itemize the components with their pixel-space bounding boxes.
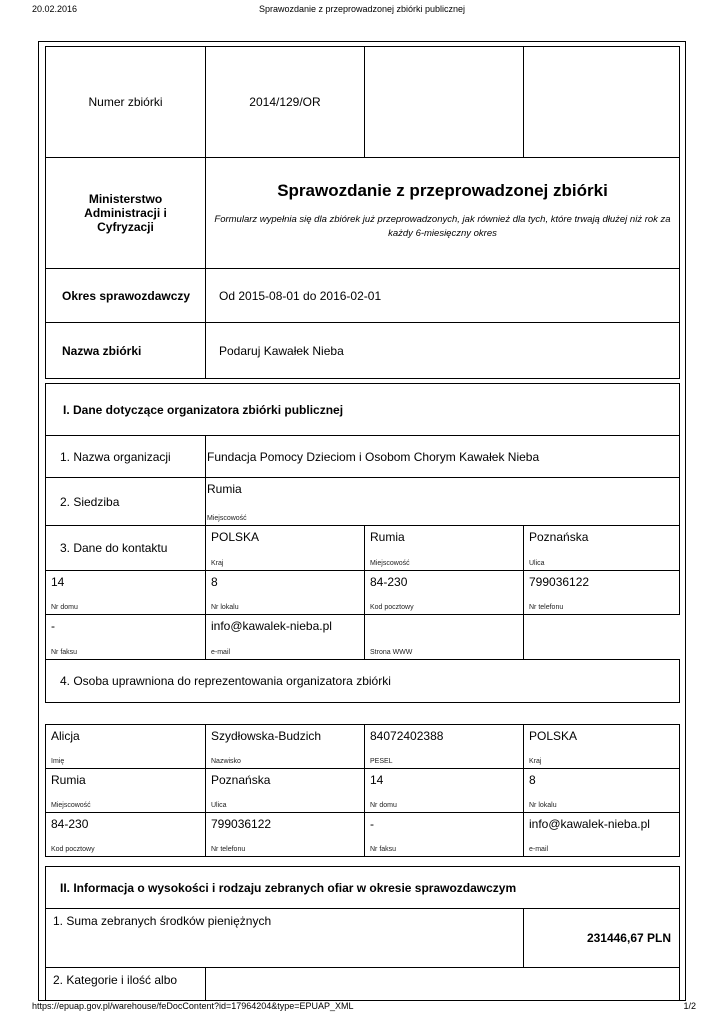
nr-domu-sub: Nr domu bbox=[51, 604, 78, 611]
nr-lokalu-cell bbox=[205, 570, 365, 615]
osoba-kraj-sub: Kraj bbox=[529, 758, 542, 765]
suma-value: 231446,67 PLN bbox=[586, 931, 671, 945]
osoba-kod-cell bbox=[45, 812, 206, 857]
pesel-value: 84072402388 bbox=[370, 729, 444, 743]
telefon-cell bbox=[523, 570, 680, 615]
miejscowosc-sub: Miejscowość bbox=[370, 560, 410, 567]
miejscowosc-cell bbox=[364, 525, 524, 571]
siedziba-cell bbox=[205, 477, 680, 526]
kod-sub: Kod pocztowy bbox=[370, 604, 414, 611]
osoba-faks-cell bbox=[364, 812, 524, 857]
ulica-cell bbox=[523, 525, 680, 571]
nr-lokalu-value: 8 bbox=[211, 575, 218, 589]
kraj-sub: Kraj bbox=[211, 560, 224, 567]
faks-sub: Nr faksu bbox=[51, 649, 78, 656]
section2-heading: II. Informacja o wysokości i rodzaju zebranych ofiar w okresie sprawozdawczym bbox=[45, 866, 680, 909]
ministry-name: Ministerstwo Administracji i Cyfryzacji bbox=[45, 157, 206, 269]
osoba-kod-value: 84-230 bbox=[51, 817, 89, 831]
numer-value: 2014/129/OR bbox=[205, 46, 365, 158]
osoba-nr-domu-sub: Nr domu bbox=[370, 802, 397, 809]
kraj-value: POLSKA bbox=[211, 530, 260, 544]
osoba-ulica-cell bbox=[205, 768, 365, 813]
telefon-sub: Nr telefonu bbox=[529, 604, 564, 611]
siedziba-sub: Miejscowość bbox=[207, 515, 247, 522]
print-title: Sprawozdanie z przeprowadzonej zbiórki publicznej bbox=[258, 4, 466, 14]
osoba-nr-lokalu-cell bbox=[523, 768, 680, 813]
osoba-nr-domu-value: 14 bbox=[370, 773, 384, 787]
osoba-kraj-cell bbox=[523, 724, 680, 769]
kod-value: 84-230 bbox=[370, 575, 408, 589]
org-value: Fundacja Pomocy Dzieciom i Osobom Chorym Kawałek Nieba bbox=[205, 435, 680, 478]
form-title: Sprawozdanie z przeprowadzonej zbiórki bbox=[277, 181, 608, 200]
nazwa-label: Nazwa zbiórki bbox=[45, 322, 206, 379]
osoba-faks-value: - bbox=[370, 817, 374, 831]
nazwisko-cell bbox=[205, 724, 365, 769]
nr-lokalu-sub: Nr lokalu bbox=[211, 604, 239, 611]
osoba-kod-sub: Kod pocztowy bbox=[51, 846, 95, 853]
suma-value-cell bbox=[523, 908, 680, 968]
okres-value: Od 2015-08-01 do 2016-02-01 bbox=[205, 268, 680, 323]
osoba-telefon-sub: Nr telefonu bbox=[211, 846, 246, 853]
ulica-value: Poznańska bbox=[529, 530, 589, 544]
nazwisko-sub: Nazwisko bbox=[211, 758, 241, 765]
siedziba-value: Rumia bbox=[207, 482, 242, 496]
nazwisko-value: Szydłowska-Budzich bbox=[211, 729, 322, 743]
osoba-ulica-value: Poznańska bbox=[211, 773, 271, 787]
print-date: 20.02.2016 bbox=[32, 4, 78, 14]
kraj-cell bbox=[205, 525, 365, 571]
www-cell bbox=[364, 614, 524, 660]
pesel-sub: PESEL bbox=[370, 758, 393, 765]
source-url: https://epuap.gov.pl/warehouse/feDocContent?id=17964204&type=EPUAP_XML bbox=[32, 1001, 354, 1011]
osoba-telefon-cell bbox=[205, 812, 365, 857]
report-form bbox=[38, 41, 686, 1001]
kategorie-label-cell bbox=[45, 967, 206, 1001]
email-sub: e-mail bbox=[211, 649, 231, 656]
okres-label: Okres sprawozdawczy bbox=[45, 268, 206, 323]
nr-domu-value: 14 bbox=[51, 575, 65, 589]
faks-cell bbox=[45, 614, 206, 660]
suma-label-cell bbox=[45, 908, 524, 968]
osoba-kraj-value: POLSKA bbox=[529, 729, 578, 743]
osoba-nr-lokalu-sub: Nr lokalu bbox=[529, 802, 557, 809]
email-cell bbox=[205, 614, 365, 660]
osoba-email-sub: e-mail bbox=[529, 846, 549, 853]
form-title-cell bbox=[205, 157, 680, 269]
nr-domu-cell bbox=[45, 570, 206, 615]
osoba-nr-domu-cell bbox=[364, 768, 524, 813]
org-label: 1. Nazwa organizacji bbox=[45, 435, 206, 478]
osoba-email-value: info@kawalek-nieba.pl bbox=[529, 817, 650, 831]
faks-value: - bbox=[51, 619, 55, 633]
osoba-nr-lokalu-value: 8 bbox=[529, 773, 536, 787]
kontakt-label: 3. Dane do kontaktu bbox=[45, 525, 206, 571]
ulica-sub: Ulica bbox=[529, 560, 545, 567]
osoba-faks-sub: Nr faksu bbox=[370, 846, 397, 853]
form-subtitle: Formularz wypełnia się dla zbiórek już przeprowadzonych, jak również dla tych, które trwają dłużej niż rok za każdy 6-miesięczny okres bbox=[214, 214, 671, 239]
osoba-ulica-sub: Ulica bbox=[211, 802, 227, 809]
page-number: 1/2 bbox=[683, 1001, 696, 1011]
www-sub: Strona WWW bbox=[370, 649, 413, 656]
osoba-telefon-value: 799036122 bbox=[211, 817, 272, 831]
kategorie-label: 2. Kategorie i ilość albo bbox=[53, 973, 178, 987]
siedziba-label: 2. Siedziba bbox=[45, 477, 206, 526]
imie-sub: Imię bbox=[51, 758, 65, 765]
numer-label: Numer zbiórki bbox=[45, 46, 206, 158]
pesel-cell bbox=[364, 724, 524, 769]
osoba-email-cell bbox=[523, 812, 680, 857]
nazwa-value: Podaruj Kawałek Nieba bbox=[205, 322, 680, 379]
kategorie-value-cell bbox=[205, 967, 680, 1001]
imie-cell bbox=[45, 724, 206, 769]
kod-cell bbox=[364, 570, 524, 615]
osoba-miejscowosc-sub: Miejscowość bbox=[51, 802, 91, 809]
email-value: info@kawalek-nieba.pl bbox=[211, 619, 332, 633]
osoba-miejscowosc-value: Rumia bbox=[51, 773, 86, 787]
osoba-miejscowosc-cell bbox=[45, 768, 206, 813]
suma-label: 1. Suma zebranych środków pieniężnych bbox=[53, 914, 272, 928]
osoba-heading: 4. Osoba uprawniona do reprezentowania organizatora zbiórki bbox=[45, 659, 680, 703]
empty-cell bbox=[364, 46, 524, 158]
telefon-value: 799036122 bbox=[529, 575, 590, 589]
empty-cell bbox=[523, 46, 680, 158]
imie-value: Alicja bbox=[51, 729, 80, 743]
section1-heading: I. Dane dotyczące organizatora zbiórki publicznej bbox=[45, 383, 680, 436]
miejscowosc-value: Rumia bbox=[370, 530, 405, 544]
